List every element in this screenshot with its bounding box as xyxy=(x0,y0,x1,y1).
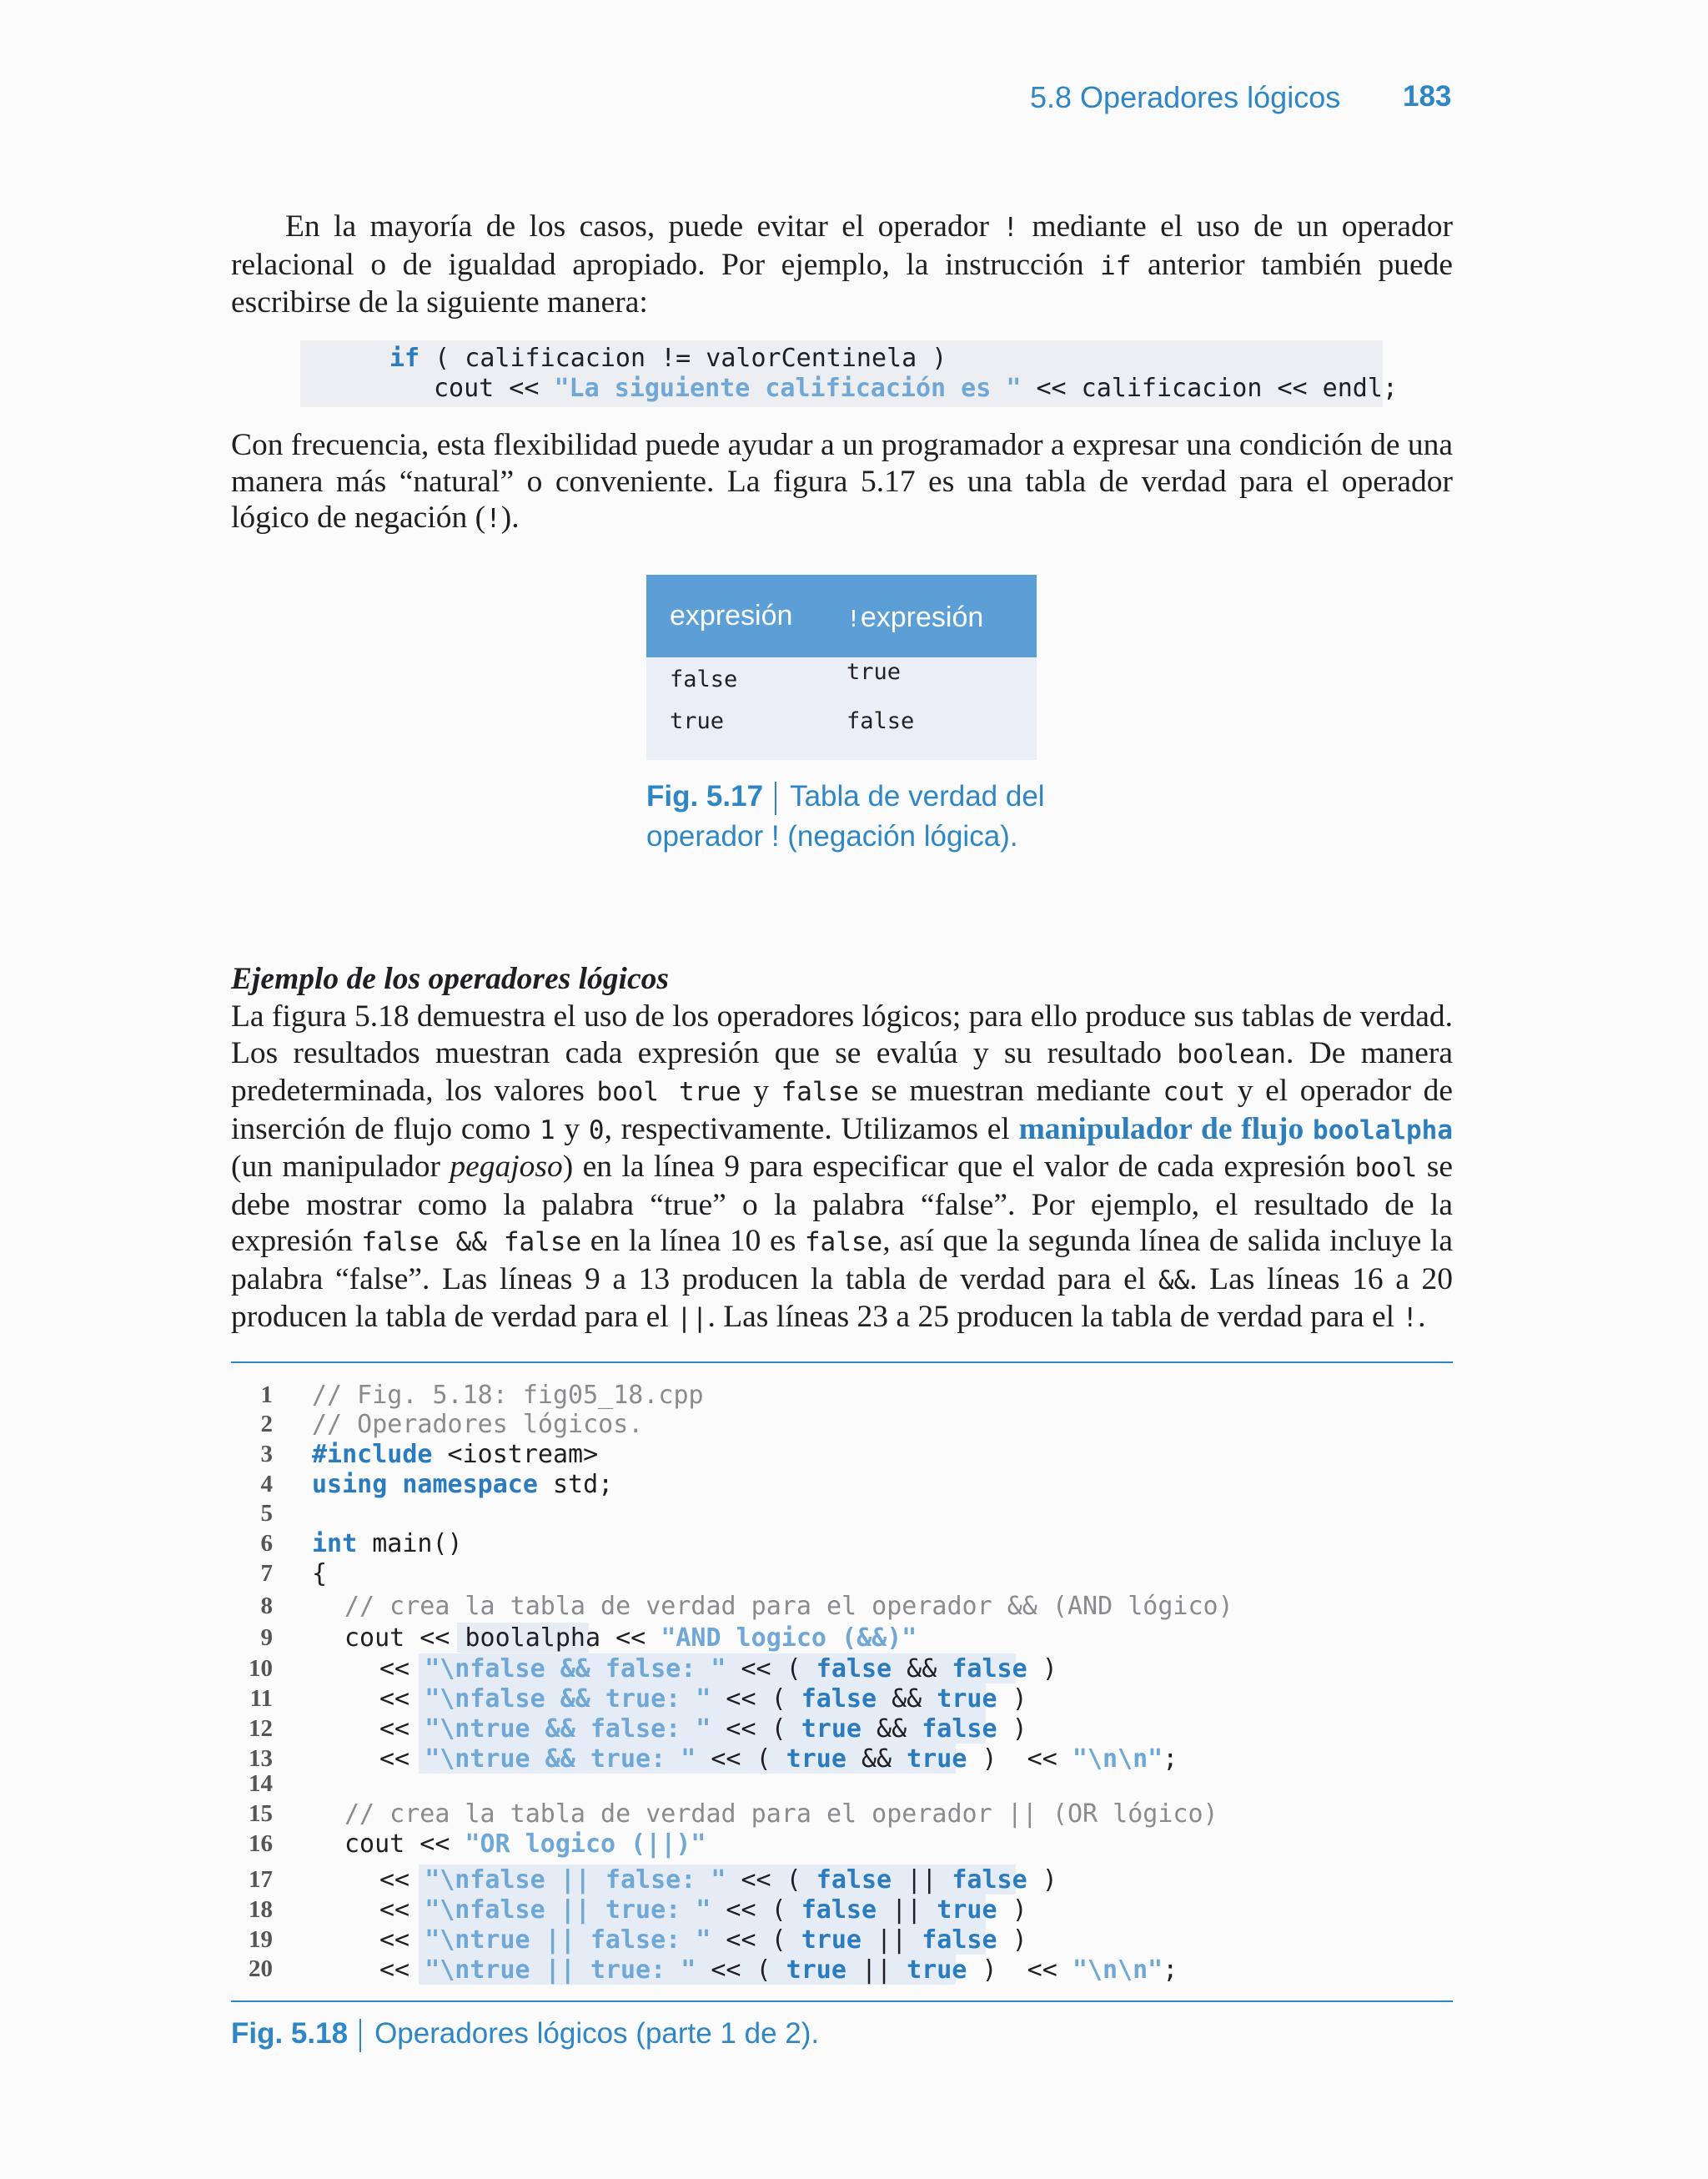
line-number: 12 xyxy=(249,1715,273,1742)
text-run: Con frecuencia, esta flexibilidad puede ayudar a un programador a expresar una condición de una manera más “natural” o conveniente. La figura 5.17 es una tabla de verdad para el operador lógico de negación ( xyxy=(231,428,1454,535)
line-number: 18 xyxy=(249,1896,273,1923)
keyword: true xyxy=(801,1925,862,1955)
inline-code: boolean xyxy=(1177,1039,1286,1069)
text-run: , respectivamente. Utilizamos el xyxy=(604,1111,1019,1146)
line-number: 2 xyxy=(260,1411,273,1437)
code-text: << xyxy=(726,1714,771,1744)
code-line-1 xyxy=(312,1381,704,1410)
code-line-10 xyxy=(379,1654,1057,1683)
figure-label: Fig. 5.18 xyxy=(231,2017,349,2050)
code-line-12 xyxy=(379,1714,1027,1744)
comment: // crea la tabla de verdad para el operador || (OR lógico) xyxy=(344,1799,1218,1829)
caption-text: Operadores lógicos (parte 1 de 2). xyxy=(374,2017,820,2050)
text-run: La figura 5.18 demuestra el uso de los operadores lógicos; para ello produce sus tablas de verdad. Los resultados muestran cada expresión que se evalúa y su resultado xyxy=(231,999,1453,1070)
text-run: se muestran mediante xyxy=(858,1074,1163,1108)
code-text: cout << xyxy=(434,374,555,403)
text-run: . De manera predeterminada, los valores xyxy=(231,1035,1453,1108)
operator: && xyxy=(877,1714,907,1744)
code-text: << xyxy=(741,1865,786,1895)
keyword: false xyxy=(801,1895,877,1925)
line-number: 11 xyxy=(249,1685,273,1712)
line-number: 5 xyxy=(260,1500,273,1527)
intro-paragraph xyxy=(231,209,1453,321)
code-text: <iostream> xyxy=(432,1440,599,1469)
running-header-section: 5.8 Operadores lógicos xyxy=(1030,80,1341,114)
code-text: ) xyxy=(997,1714,1027,1744)
operator: && xyxy=(892,1684,922,1714)
string-literal: "\nfalse && true: " xyxy=(424,1684,711,1714)
inline-code: 1 xyxy=(539,1115,555,1145)
caption-text-line-2: operador ! (negación lógica). xyxy=(646,820,1018,853)
line-number: 14 xyxy=(249,1770,273,1797)
string-literal: "\nfalse || false: " xyxy=(424,1865,726,1895)
string-literal: "\ntrue || true: " xyxy=(424,1955,696,1985)
operator: || xyxy=(892,1895,922,1925)
code-text: << xyxy=(1027,1744,1073,1774)
caption-divider xyxy=(359,2019,361,2052)
text-run: (un manipulador xyxy=(231,1150,450,1184)
manipulator: boolalpha xyxy=(465,1623,601,1653)
line-number: 15 xyxy=(249,1800,273,1827)
text-run: . Las líneas 16 a 20 producen la tabla de verdad para el xyxy=(231,1261,1453,1334)
code-text: << xyxy=(600,1623,661,1653)
keyword: false xyxy=(922,1714,997,1744)
code-text: cout << xyxy=(344,1829,465,1859)
code-text: << xyxy=(379,1654,425,1683)
figure-5-18-caption xyxy=(231,2017,819,2052)
keyword: true xyxy=(801,1714,862,1744)
operator: && xyxy=(907,1654,937,1683)
inline-code: bool xyxy=(1354,1153,1418,1183)
code-line-17 xyxy=(379,1865,1057,1895)
text-run: . xyxy=(1418,1300,1426,1334)
header-expression: expresión xyxy=(670,600,793,632)
line-number: 1 xyxy=(260,1381,273,1408)
keyword: false xyxy=(952,1865,1027,1895)
code-text: ) xyxy=(997,1925,1027,1955)
keyword: true xyxy=(937,1895,997,1925)
code-text: << xyxy=(379,1684,425,1714)
inline-code: false && false xyxy=(361,1227,582,1257)
code-line-7 xyxy=(312,1559,327,1588)
code-text: << xyxy=(379,1714,425,1744)
keyword: true xyxy=(786,1955,846,1985)
operator: || xyxy=(877,1925,907,1955)
table-cell: false xyxy=(670,667,738,692)
text-run: , así que la segunda línea de salida incluye la palabra “false”. Las líneas 9 a 13 producen la tabla de verdad para el xyxy=(231,1224,1453,1296)
truth-table-header xyxy=(646,575,1037,657)
text-run: y el operador de inserción de flujo como xyxy=(231,1074,1453,1146)
code-text: << xyxy=(379,1744,425,1774)
text-run: se debe mostrar como la palabra “true” o la palabra “false”. Por ejemplo, el resultado de la expresión xyxy=(231,1150,1453,1258)
figure-5-17-caption xyxy=(646,780,1045,815)
code-text: ) xyxy=(967,1744,997,1774)
inline-code: false xyxy=(804,1227,883,1257)
code-text: ; xyxy=(1163,1744,1178,1774)
listing-top-rule xyxy=(231,1361,1453,1363)
code-line-15 xyxy=(344,1799,1218,1829)
figure-label: Fig. 5.17 xyxy=(646,780,764,813)
code-text: ) xyxy=(1027,1865,1057,1895)
line-number: 4 xyxy=(260,1471,273,1497)
line-number: 7 xyxy=(260,1560,273,1587)
line-number: 16 xyxy=(249,1830,273,1857)
table-cell: true xyxy=(846,659,902,685)
keyword: int xyxy=(312,1529,358,1558)
code-text: main() xyxy=(357,1529,463,1558)
keyword: #include xyxy=(312,1440,433,1469)
code-text: ; xyxy=(1163,1955,1178,1985)
code-line-11 xyxy=(379,1684,1027,1714)
string-literal: "OR logico (||)" xyxy=(465,1829,706,1859)
line-number: 13 xyxy=(249,1745,273,1772)
operator: || xyxy=(861,1955,892,1985)
table-cell: false xyxy=(846,708,915,734)
keyword: true xyxy=(907,1955,967,1985)
code-line-9 xyxy=(344,1623,917,1653)
text-run: . Las líneas 23 a 25 producen la tabla de verdad para el xyxy=(707,1300,1403,1334)
snippet-line-2 xyxy=(434,374,1398,403)
code-text: std; xyxy=(537,1470,614,1499)
header-text: expresión xyxy=(860,601,984,633)
string-literal: "La siguiente calificación es " xyxy=(554,374,1022,403)
text-run: y xyxy=(555,1111,589,1146)
code-text: ( xyxy=(771,1684,801,1714)
code-line-2 xyxy=(312,1410,643,1439)
string-literal: "\n\n" xyxy=(1072,1955,1163,1985)
code-text: ) xyxy=(967,1955,997,1985)
truth-table xyxy=(646,575,1037,760)
key-term: manipulador de flujo xyxy=(1018,1111,1304,1146)
code-text: cout << xyxy=(344,1623,465,1653)
code-line-6 xyxy=(312,1529,463,1558)
code-text: << xyxy=(379,1865,425,1895)
code-text: { xyxy=(312,1559,328,1588)
text-run: en la línea 10 es xyxy=(581,1224,805,1258)
second-paragraph xyxy=(231,427,1453,538)
line-number: 20 xyxy=(249,1955,273,1982)
section-heading: Ejemplo de los operadores lógicos xyxy=(231,962,669,996)
code-text: << xyxy=(741,1654,786,1683)
inline-code: || xyxy=(676,1303,708,1333)
header-negated-expression xyxy=(846,601,983,634)
line-number: 9 xyxy=(260,1624,273,1651)
code-snippet xyxy=(300,340,1398,407)
keyword: true xyxy=(937,1684,997,1714)
code-text: ) xyxy=(1027,1654,1057,1683)
string-literal: "\ntrue && false: " xyxy=(424,1714,711,1744)
code-text: ) xyxy=(997,1895,1027,1925)
code-text: ) xyxy=(997,1684,1027,1714)
text-run: mediante el uso de un operador relacional o de igualdad apropiado. Por ejemplo, la instrucción xyxy=(231,209,1453,282)
keyword: true xyxy=(907,1744,967,1774)
keyword: true xyxy=(786,1744,846,1774)
code-text: << xyxy=(1027,1955,1073,1985)
line-number: 10 xyxy=(249,1655,273,1682)
code-line-16 xyxy=(344,1829,706,1859)
keyword: if xyxy=(389,344,420,373)
text-run: ). xyxy=(500,501,520,535)
code-line-20 xyxy=(379,1955,1178,1985)
caption-divider xyxy=(775,782,776,815)
text-run: ) en la línea 9 para especificar que el valor de cada expresión xyxy=(562,1150,1355,1184)
table-cell: true xyxy=(670,708,725,734)
code-text: ( xyxy=(771,1714,801,1744)
operator: && xyxy=(861,1744,892,1774)
code-text: ( calificacion != valorCentinela ) xyxy=(419,344,947,373)
code-text: << xyxy=(726,1684,771,1714)
string-literal: "\ntrue && true: " xyxy=(424,1744,696,1774)
string-literal: "\ntrue || false: " xyxy=(424,1925,711,1955)
line-number: 8 xyxy=(260,1593,273,1619)
string-literal: "AND logico (&&)" xyxy=(661,1623,917,1653)
line-number: 6 xyxy=(260,1530,273,1557)
line-number: 17 xyxy=(249,1866,273,1893)
code-line-19 xyxy=(379,1925,1027,1955)
comment: // crea la tabla de verdad para el operador && (AND lógico) xyxy=(344,1592,1233,1621)
code-text: ( xyxy=(786,1654,816,1683)
not-operator: ! xyxy=(846,605,861,632)
string-literal: "\nfalse && false: " xyxy=(424,1654,726,1683)
code-text: << calificacion << endl; xyxy=(1021,374,1398,403)
keyword: false xyxy=(801,1684,877,1714)
listing-bottom-rule xyxy=(231,2000,1453,2002)
caption-text: Tabla de verdad del xyxy=(790,780,1045,813)
code-text: ( xyxy=(771,1895,801,1925)
code-line-8 xyxy=(344,1592,1233,1621)
code-text: ( xyxy=(786,1865,816,1895)
snippet-line-1 xyxy=(389,344,947,373)
page-number: 183 xyxy=(1403,80,1452,113)
keyword: false xyxy=(816,1865,892,1895)
key-term-code: boolalpha xyxy=(1313,1115,1454,1145)
keyword: using namespace xyxy=(312,1470,538,1499)
keyword: false xyxy=(952,1654,1027,1683)
text-run: y xyxy=(741,1074,781,1108)
inline-code: ! xyxy=(1402,1303,1419,1333)
inline-code: && xyxy=(1158,1265,1190,1296)
text-run: anterior también puede escribirse de la siguiente manera: xyxy=(231,247,1453,320)
code-text: ( xyxy=(771,1925,801,1955)
code-text: << xyxy=(726,1925,771,1955)
line-number: 19 xyxy=(249,1926,273,1953)
string-literal: "\nfalse || true: " xyxy=(424,1895,711,1925)
example-paragraph xyxy=(231,999,1453,1337)
code-line-3 xyxy=(312,1440,598,1469)
inline-code: ! xyxy=(1002,213,1018,243)
text-run: En la mayoría de los casos, puede evitar el operador xyxy=(285,209,1003,244)
code-text: << xyxy=(379,1895,425,1925)
code-line-13 xyxy=(379,1744,1178,1774)
operator: || xyxy=(907,1865,937,1895)
code-text: << xyxy=(711,1955,756,1985)
code-text: << xyxy=(379,1925,425,1955)
inline-code: cout xyxy=(1163,1077,1226,1107)
keyword: false xyxy=(816,1654,892,1683)
code-text: << xyxy=(726,1895,771,1925)
keyword: false xyxy=(922,1925,997,1955)
italic-term: pegajoso xyxy=(450,1150,563,1184)
code-line-18 xyxy=(379,1895,1027,1925)
inline-code: bool true xyxy=(596,1077,741,1107)
code-text: ( xyxy=(756,1955,786,1985)
string-literal: "\n\n" xyxy=(1072,1744,1163,1774)
code-text: ( xyxy=(756,1744,786,1774)
code-text: << xyxy=(711,1744,756,1774)
inline-code: 0 xyxy=(588,1115,605,1145)
code-line-4 xyxy=(312,1470,613,1499)
inline-code: ! xyxy=(485,504,501,534)
code-text: << xyxy=(379,1955,425,1985)
comment: // Fig. 5.18: fig05_18.cpp xyxy=(312,1381,704,1410)
line-number: 3 xyxy=(260,1441,273,1467)
inline-code: if xyxy=(1100,250,1132,281)
inline-code: false xyxy=(781,1077,859,1107)
comment: // Operadores lógicos. xyxy=(312,1410,644,1439)
